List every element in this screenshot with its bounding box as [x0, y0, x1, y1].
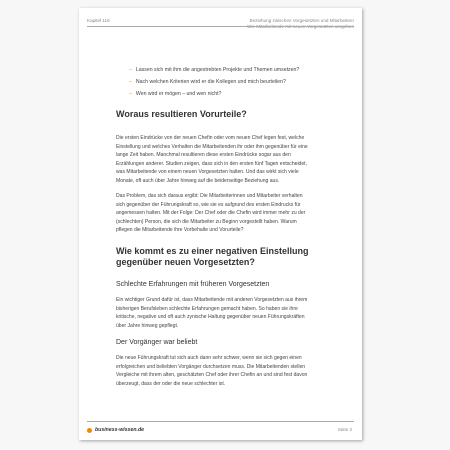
- list-item: [129, 88, 349, 100]
- text-line: Einstellung und welches Verhalten die Mitarbeitenden ihr oder ihm gegenüber für eine: [116, 143, 308, 150]
- footer-brand: [87, 427, 144, 433]
- bullet-list: [129, 64, 349, 100]
- text-line: was Mitarbeitende von einem neuen Vorgesetzten halten. Und das wirkt sich viele: [116, 169, 299, 175]
- text-line: pflegen die Mitarbeitende ihre Vorbehalte und Vorurteile?: [116, 227, 244, 233]
- running-header-line2: Wie Mitarbeitende mit neuen Vorgesetzten umgehen: [247, 24, 354, 29]
- text-line: Das Problem, das sich daraus ergibt: Die Mitarbeiterinnen und Mitarbeiter verhalten: [116, 193, 303, 199]
- subsection-heading: Der Vorgänger war beliebt: [116, 339, 198, 346]
- bullet-text: Nach welchen Kriterien wird er die Kollegen und mich beurteilen?: [135, 79, 286, 85]
- text-line: lange Zeit haben. Manchmal resultieren diese ersten Eindrücke sogar aus den: [116, 152, 291, 158]
- page-number: Seite 3: [337, 427, 352, 432]
- text-line: Die ersten Eindrücke von der neuen Chefin oder vom neuen Chef legen fest, welche: [116, 135, 305, 141]
- text-line: Die neue Führungskraft tut sich auch dann sehr schwer, wenn sie sich gegen einen: [116, 355, 302, 361]
- section-heading: Woraus resultieren Vorurteile?: [116, 109, 247, 119]
- text-line: Erzählungen anderer. Studien zeigen, dass sich in den ersten fünf Tagen entscheidet,: [116, 160, 307, 167]
- text-line: angemessen halten. Mit der Folge: Der Chef oder die Chefin wird immer mehr zu der: [116, 210, 306, 216]
- section-heading-line1: Wie kommt es zu einer negativen Einstellung: [116, 246, 309, 256]
- text-line: über Jahre hinweg gepflegt.: [116, 322, 179, 329]
- bullet-marker: –: [129, 67, 132, 73]
- footer-divider: [87, 421, 354, 422]
- section-heading-line2: gegenüber neuen Vorgesetzten?: [116, 257, 255, 267]
- text-line: überzeugt, dass der oder die neue schlechter ist.: [116, 380, 226, 387]
- text-line: Vergleiche mit ihrem alten, geschätzten Chef oder ihrer Chefin an und sind fest davon: [116, 372, 308, 378]
- text-line: bisherigen Berufsleben schlechte Erfahrungen gemacht haben. So haben sie ihre: [116, 305, 298, 312]
- text-line: kritische, negative und oft auch zynische Haltung gegenüber neuen Führungskräften: [116, 314, 305, 320]
- bullet-text: Wen wird er mögen – und wen nicht?: [135, 91, 222, 97]
- paragraph: [116, 296, 344, 330]
- list-item: [129, 64, 349, 76]
- text-line: (schlechten) Person, die sich die Mitarbeiter zu Beginn vorgestellt haben. Warum: [116, 218, 297, 225]
- document-page: [79, 8, 362, 440]
- list-item: [129, 76, 349, 88]
- text-line: erfolgreichen und beliebten Vorgänger durchsetzen muss. Die Mitarbeitenden stellen: [116, 363, 306, 370]
- bullet-text: Lassen sich mit ihm die angestrebten Projekte und Themen umsetzen?: [135, 67, 300, 73]
- bullet-marker: –: [129, 79, 132, 85]
- header-divider: [87, 26, 354, 27]
- running-header: [247, 18, 354, 30]
- paragraph: [116, 134, 344, 185]
- text-line: Ein wichtiger Grund dafür ist, dass Mitarbeitende mit anderen Vorgesetzten aus ihrem: [116, 297, 308, 303]
- brand-name: business-wissen.de: [95, 427, 145, 433]
- section-heading: [116, 246, 308, 268]
- paragraph: [116, 192, 344, 235]
- text-line: Monate, oft auch über Jahre hinweg auf die beiderseitige Beziehung aus.: [116, 177, 280, 184]
- paragraph: [116, 354, 344, 388]
- text-line: sich gegenüber der Führungskraft so, wie sie es aufgrund des ersten Eindrucks für: [116, 201, 301, 208]
- running-header-line1: Beziehung zwischen Vorgesetzten und Mitarbeitern: [249, 18, 354, 23]
- subsection-heading: Schlechte Erfahrungen mit früheren Vorgesetzten: [116, 281, 270, 288]
- chapter-label: Kapitel 116: [87, 18, 110, 23]
- bullet-marker: –: [129, 91, 132, 97]
- brand-dot-icon: [87, 428, 92, 433]
